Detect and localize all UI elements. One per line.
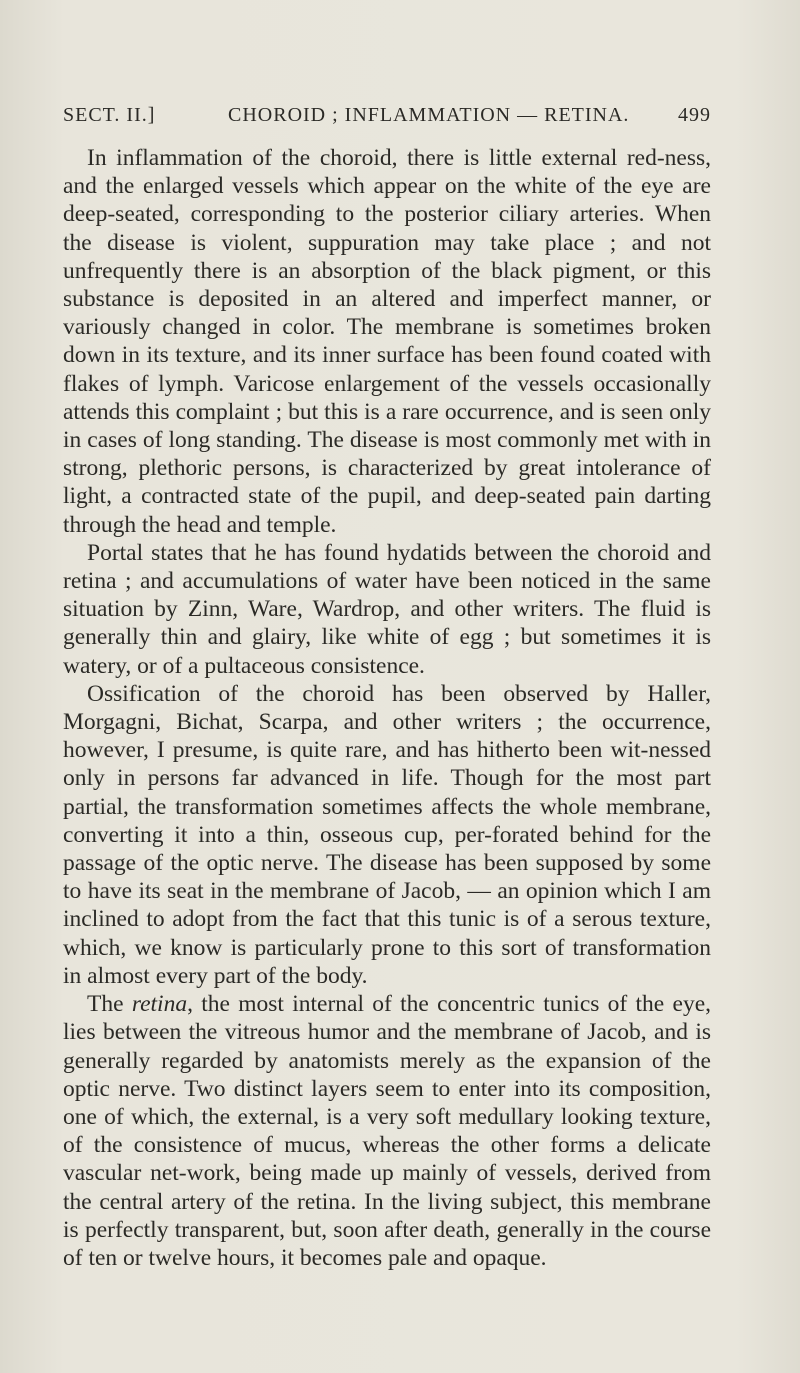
paragraph-ossification: Ossification of the choroid has been observed by Haller, Morgagni, Bichat, Scarpa, and other writers ; the occurrence, however, I presume, is quite rare, and has hitherto been wit-nessed only in persons far advanced in life. Though for the most part partial, the transformation sometimes affects the whole membrane, converting it into a thin, osseous cup, per-forated behind for the passage of the optic nerve. The disease has been supposed by some to have its seat in the membrane of Jacob, — an opinion which I am inclined to adopt from the fact that this tunic is of a serous texture, which, we know is particularly prone to this sort of transformation in almost every part of the body. xyxy=(63,680,711,989)
retina-lead: The xyxy=(87,991,132,1018)
retina-text: , the most internal of the concentric tunics of the eye, lies between the vitreous humor and the membrane of Jacob, and is generally regarded by anatomists merely as the expansion of the optic nerve. Two distinct layers seem to enter into its composition, one of which, the external, is a very soft medullary looking texture, of the consistence of mucus, whereas the other forms a delicate vascular net-work, being made up mainly of vessels, derived from the central artery of the retina. In the living subject, this membrane is perfectly transparent, but, soon after death, generally in the course of ten or twelve hours, it becomes pale and opaque. xyxy=(63,991,711,1271)
body-text xyxy=(63,144,711,1272)
page-number: 499 xyxy=(678,104,711,126)
retina-term: retina xyxy=(131,991,188,1018)
paragraph-retina xyxy=(63,990,711,1272)
paragraph-choroid-inflammation: In inflammation of the choroid, there is little external red-ness, and the enlarged vessels which appear on the white of the eye are deep-seated, corresponding to the posterior ciliary arteries. When the disease is violent, suppuration may take place ; and not unfrequently there is an absorption of the black pigment, or this substance is deposited in an altered and imperfect manner, or variously changed in color. The membrane is sometimes broken down in its texture, and its inner surface has been found coated with flakes of lymph. Varicose enlargement of the vessels occasionally attends this complaint ; but this is a rare occurrence, and is seen only in cases of long standing. The disease is most commonly met with in strong, plethoric persons, is characterized by great intolerance of light, a contracted state of the pupil, and deep-seated pain darting through the head and temple. xyxy=(63,145,711,538)
paragraph-hydatids: Portal states that he has found hydatids between the choroid and retina ; and accumulations of water have been noticed in the same situation by Zinn, Ware, Wardrop, and other writers. The fluid is generally thin and glairy, like white of egg ; but sometimes it is watery, or of a pultaceous consistence. xyxy=(63,539,711,679)
running-title: CHOROID ; INFLAMMATION — RETINA. xyxy=(228,104,630,126)
running-header xyxy=(63,104,711,138)
section-label: SECT. II.] xyxy=(63,104,156,126)
